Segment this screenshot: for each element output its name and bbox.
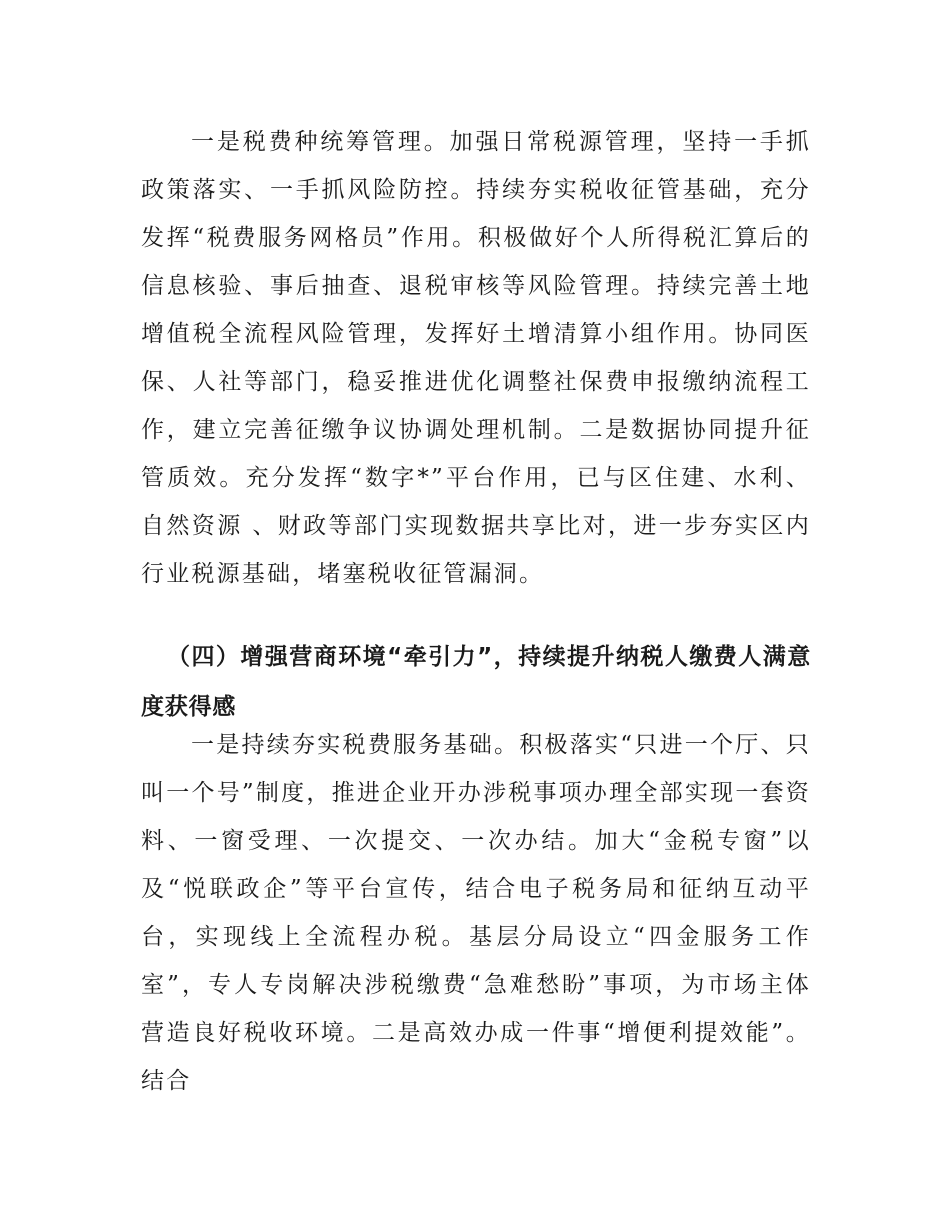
body-paragraph-tax-service: 一是持续夯实税费服务基础。积极落实“只进一个厅、只叫一个号”制度，推进企业开办涉税事项办理全部实现一套资料、一窗受理、一次提交、一次办结。加大“金税专窗”以及“悦联政企”等平台宣传，结合电子税务局和征纳互动平台，实现线上全流程办税。基层分局设立“四金服务工作室”，专人专岗解决涉税缴费“急难愁盼”事项，为市场主体营造良好税收环境。二是高效办成一件事“增便利提效能”。结合 bbox=[141, 732, 811, 1094]
body-paragraph-tax-management: 一是税费种统筹管理。加强日常税源管理，坚持一手抓政策落实、一手抓风险防控。持续夯实税收征管基础，充分发挥“税费服务网格员”作用。积极做好个人所得税汇算后的信息核验、事后抽查、退税审核等风险管理。持续完善土地增值税全流程风险管理，发挥好土增清算小组作用。协同医保、人社等部门，稳妥推进优化调整社保费申报缴纳流程工作，建立完善征缴争议协调处理机制。二是数据协同提升征管质效。充分发挥“数字*”平台作用，已与区住建、水利、自然资源 、财政等部门实现数据共享比对，进一步夯实区内行业税源基础，堵塞税收征管漏洞。 bbox=[141, 129, 811, 587]
section-heading-business-environment: （四）增强营商环境“牵引力”，持续提升纳税人缴费人满意度获得感 bbox=[141, 644, 811, 720]
